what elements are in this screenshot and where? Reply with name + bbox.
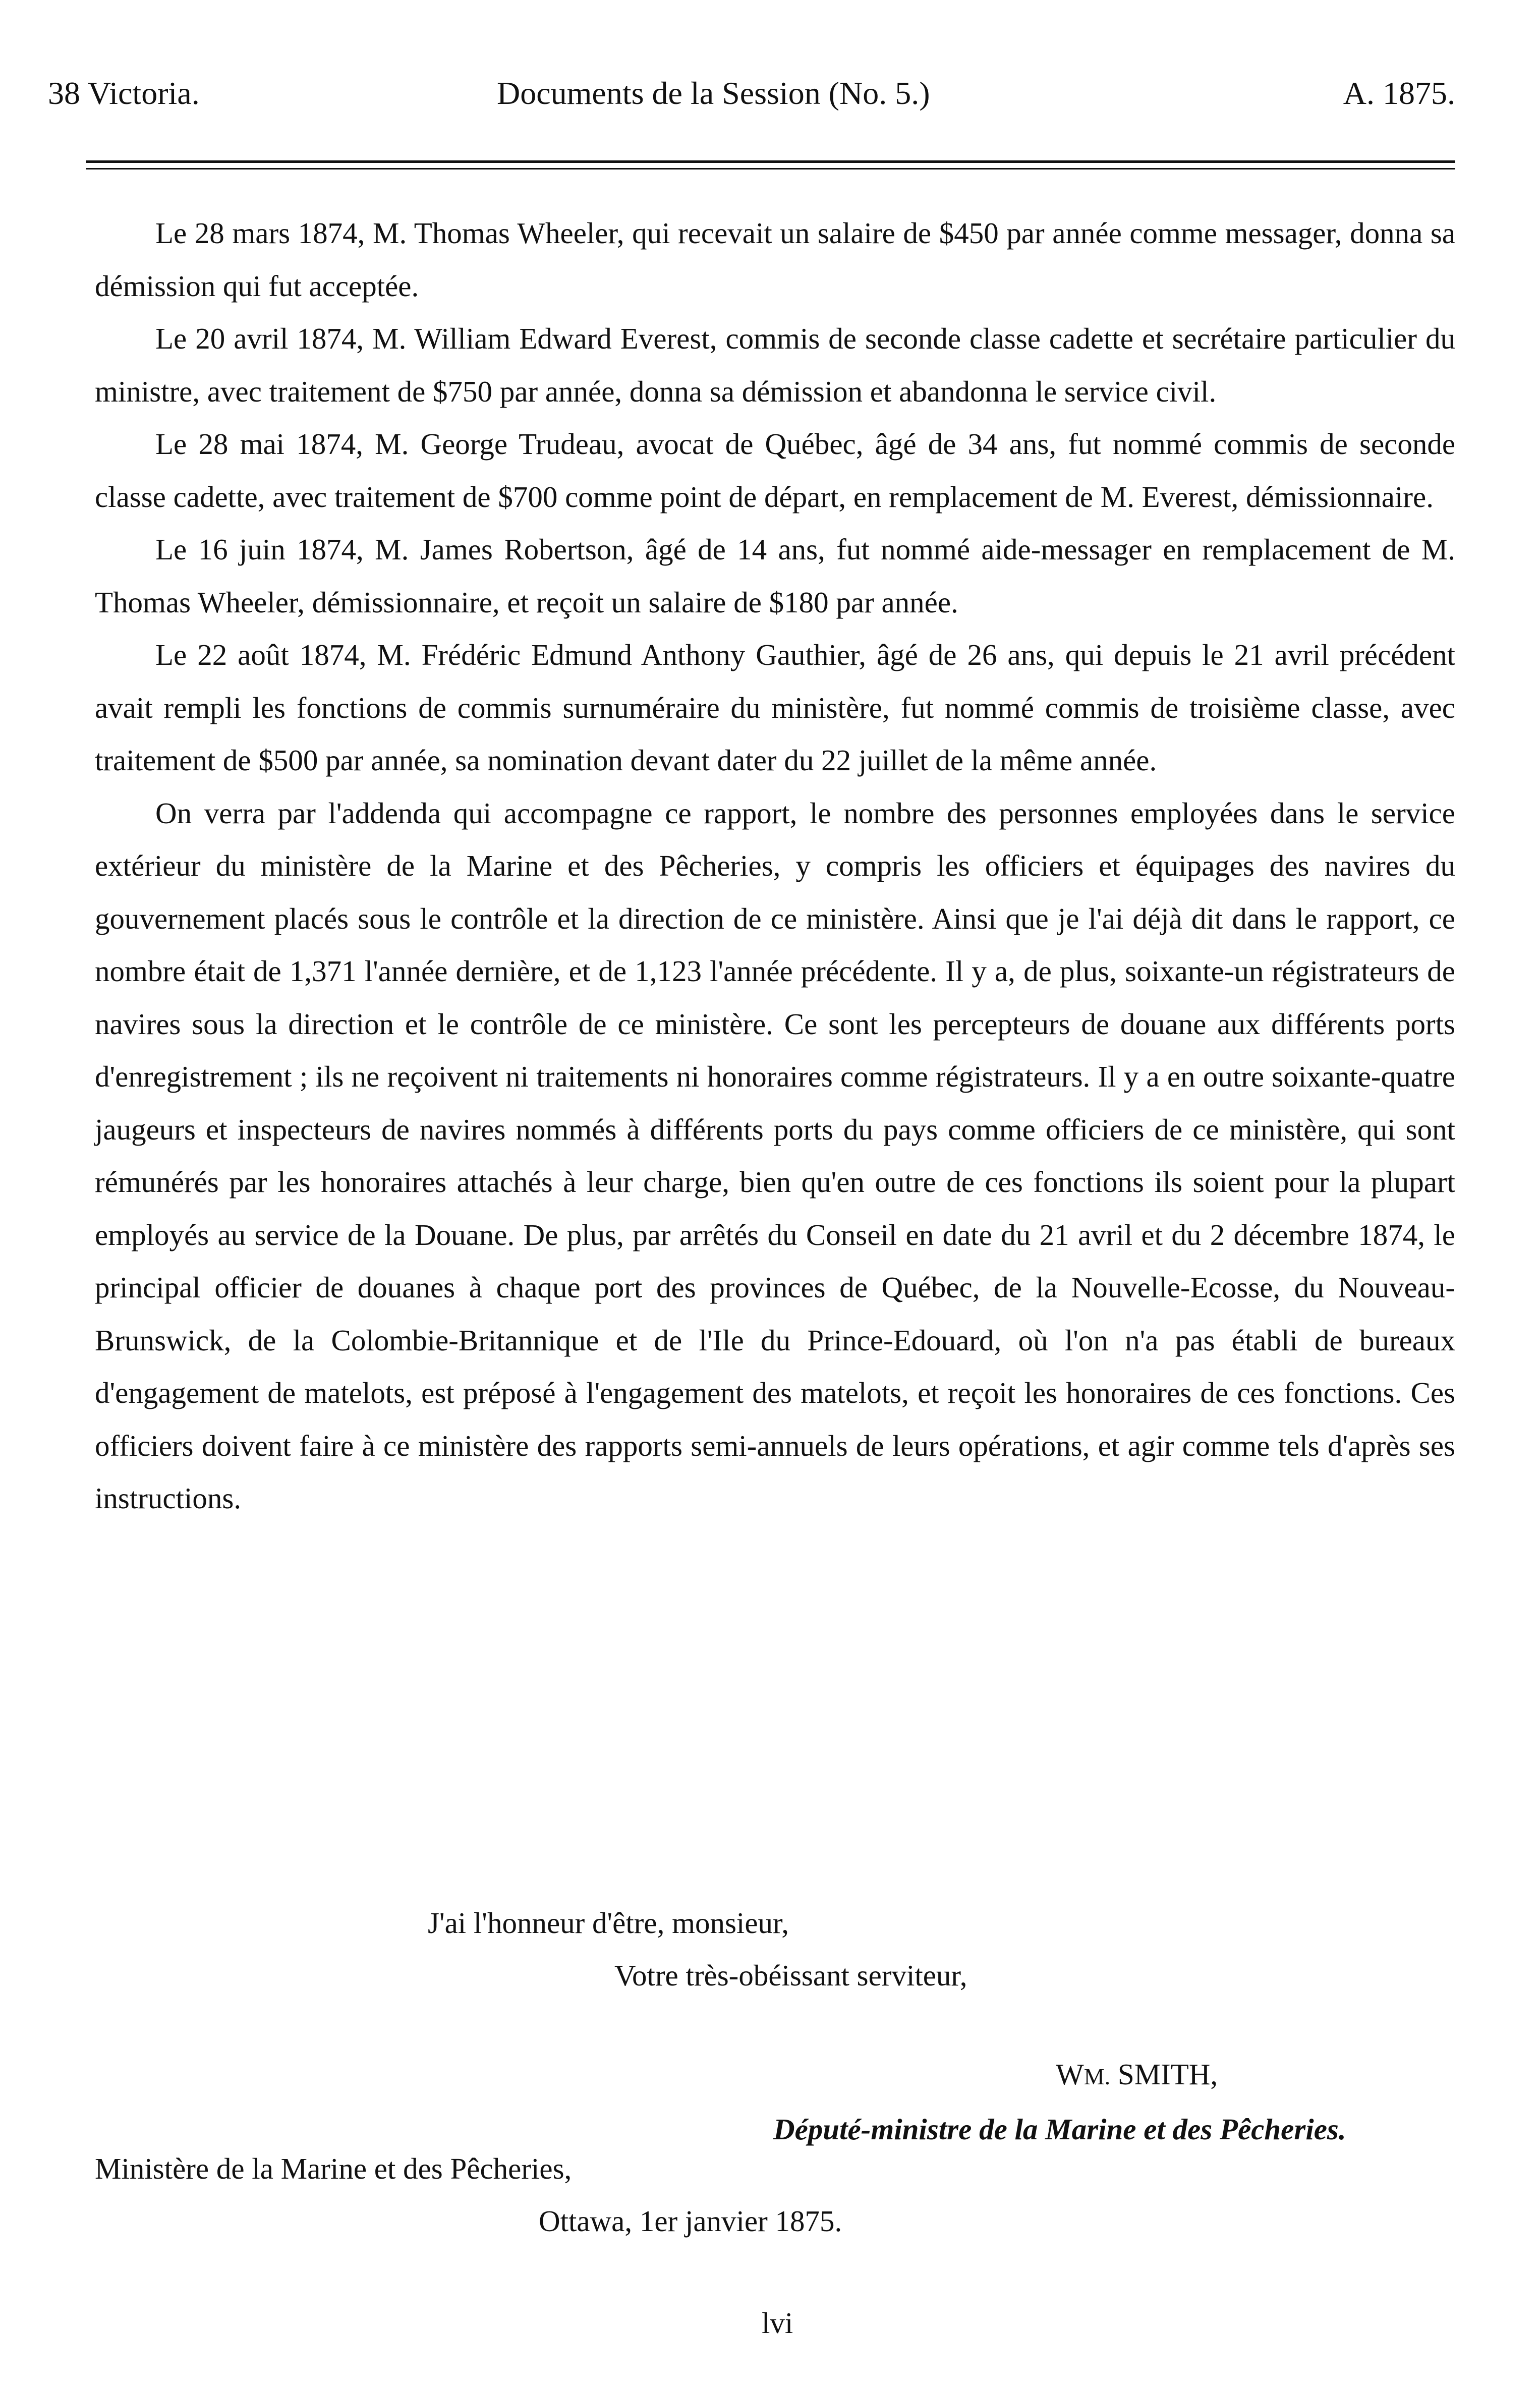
paragraph-trudeau-appointment: Le 28 mai 1874, M. George Trudeau, avocat de Québec, âgé de 34 ans, fut nommé commis de seconde classe cadette, avec traitement de $700 comme point de départ, en remplacement de M. Everest, démissionnaire.: [95, 427, 1455, 514]
header-rule-thick: [86, 160, 1455, 163]
header-volume: 38 Victoria.: [48, 75, 200, 111]
page-header: [48, 71, 1455, 116]
place-date-block: [95, 2142, 1455, 2247]
paragraph-robertson-appointment: Le 16 juin 1874, M. James Robertson, âgé de 14 ans, fut nommé aide-messager en remplacement de M. Thomas Wheeler, démissionnaire, et reçoit un salaire de $180 par année.: [95, 533, 1455, 619]
signature-abbrev: M.: [1083, 2064, 1111, 2089]
paragraph-wheeler-resignation: Le 28 mars 1874, M. Thomas Wheeler, qui recevait un salaire de $450 par année comme messager, donna sa démission qui fut acceptée.: [95, 216, 1455, 303]
header-year: A. 1875.: [1343, 75, 1455, 111]
place-date: Ottawa, 1er janvier 1875.: [539, 2204, 842, 2238]
paragraph-everest-resignation: Le 20 avril 1874, M. William Edward Everest, commis de seconde classe cadette et secrétaire particulier du ministre, avec traitement de $750 par année, donna sa démission et abandonna le service civil.: [95, 322, 1455, 408]
place-ministry: Ministère de la Marine et des Pêcheries,: [95, 2152, 572, 2185]
signature-name: SMITH,: [1110, 2058, 1218, 2091]
header-rule-thin: [86, 168, 1455, 169]
header-title: Documents de la Session (No. 5.): [497, 75, 930, 111]
page-number: lvi: [762, 2306, 793, 2340]
paragraph-gauthier-appointment: Le 22 août 1874, M. Frédéric Edmund Anthony Gauthier, âgé de 26 ans, qui depuis le 21 avril précédent avait rempli les fonctions de commis surnuméraire du ministère, fut nommé commis de troisième classe, avec traitement de $500 par année, sa nomination devant dater du 22 juillet de la même année.: [95, 638, 1455, 777]
signature-initial: W: [1056, 2058, 1084, 2091]
paragraph-outside-service: On verra par l'addenda qui accompagne ce rapport, le nombre des personnes employées dans le service extérieur du ministère de la Marine et des Pêcheries, y compris les officiers et équipages des navires du gouvernement placés sous le contrôle et la direction de ce ministère. Ainsi que je l'ai déjà dit dans le rapport, ce nombre était de 1,371 l'année dernière, et de 1,123 l'année précédente. Il y a, de plus, soixante-un régistrateurs de navires sous la direction et le contrôle de ce ministère. Ce sont les percepteurs de douane aux différents ports d'enregistrement ; ils ne reçoivent ni traitements ni honoraires comme régistrateurs. Il y a en outre soixante-quatre jaugeurs et inspecteurs de navires nommés à différents ports du pays comme officiers de ce ministère, qui sont rémunérés par les honoraires attachés à leur charge, bien qu'en outre de ces fonctions ils soient pour la plupart employés au service de la Douane. De plus, par arrêtés du Conseil en date du 21 avril et du 2 décembre 1874, le principal officier de douanes à chaque port des provinces de Québec, de la Nouvelle-Ecosse, du Nouveau-Brunswick, de la Colombie-Britannique et de l'Ile du Prince-Edouard, où l'on n'a pas établi de bureaux d'engagement de matelots, est préposé à l'engagement des matelots, et reçoit les honoraires de ces fonctions. Ces officiers doivent faire à ce ministère des rapports semi-annuels de leurs opérations, et agir comme tels d'après ses instructions.: [95, 796, 1455, 1515]
closing-servant: Votre très-obéissant serviteur,: [614, 1959, 967, 1992]
signatory-title: Député-ministre de la Marine et des Pêcheries.: [773, 2113, 1346, 2146]
closing-salutation: J'ai l'honneur d'être, monsieur,: [428, 1906, 789, 1940]
letter-closing: [95, 1897, 1455, 2155]
signature: [95, 2048, 1455, 2103]
report-body: [95, 207, 1455, 1525]
